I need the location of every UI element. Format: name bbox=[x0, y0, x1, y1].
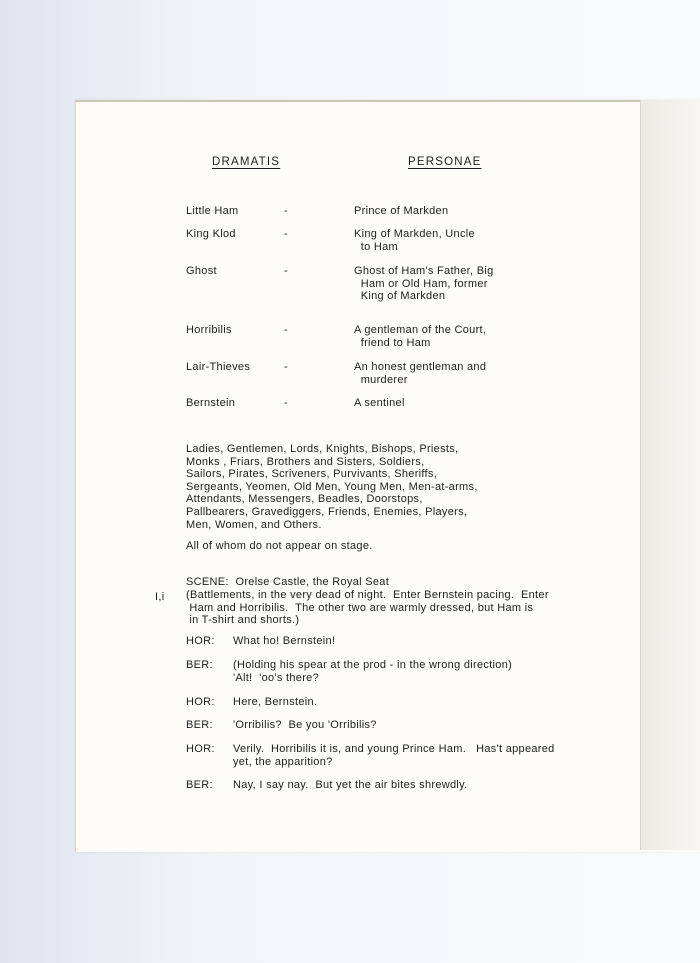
character-dash: - bbox=[284, 205, 288, 217]
extras-paragraph: Ladies, Gentlemen, Lords, Knights, Bishops, Priests, Monks , Friars, Brothers and Sisters, Soldiers, Sailors, Pirates, Scriveners, Purvivants, Sheriffs, Sergeants, Yeomen, Old Men, Young Men, Men-at-arms, Attendants, Messengers, Beadles, Doorstops, Pallbearers, Gravediggers, Friends, Enemies, Players, Men, Women, and Others. bbox=[186, 443, 478, 531]
character-dash: - bbox=[284, 361, 288, 373]
next-page-edge bbox=[640, 100, 700, 850]
not-on-stage-note: All of whom do not appear on stage. bbox=[186, 540, 373, 552]
character-description: King of Markden, Uncle to Ham bbox=[354, 228, 475, 253]
speaker: HOR: bbox=[186, 696, 215, 708]
character-name: Bernstein bbox=[186, 397, 236, 409]
dialogue-line: Nay, I say nay. But yet the air bites shrewdly. bbox=[233, 779, 468, 791]
character-name: Ghost bbox=[186, 265, 217, 277]
act-scene-marker: I,i bbox=[155, 591, 165, 603]
character-description: An honest gentleman and murderer bbox=[354, 361, 487, 386]
speaker: BER: bbox=[186, 659, 213, 671]
character-name: Horribilis bbox=[186, 324, 232, 336]
stage-direction: (Battlements, in the very dead of night. Enter Bernstein pacing. Enter Ham and Horribilis. The other two are warmly dressed, but Ham is in T-shirt and shorts.) bbox=[186, 589, 549, 627]
character-dash: - bbox=[284, 397, 288, 409]
character-description: Prince of Markden bbox=[354, 205, 449, 217]
dialogue-line: Here, Bernstein. bbox=[233, 696, 318, 708]
speaker: BER: bbox=[186, 719, 213, 731]
heading-personae: PERSONAE bbox=[408, 156, 482, 168]
dialogue-line: Verily. Horribilis it is, and young Prince Ham. Has't appeared yet, the apparition? bbox=[233, 743, 555, 768]
speaker: HOR: bbox=[186, 635, 215, 647]
character-description: A gentleman of the Court, friend to Ham bbox=[354, 324, 487, 349]
character-description: A sentinel bbox=[354, 397, 405, 409]
dialogue-line: What ho! Bernstein! bbox=[233, 635, 336, 647]
character-name: Little Ham bbox=[186, 205, 239, 217]
character-dash: - bbox=[284, 228, 288, 240]
dialogue-line: (Holding his spear at the prod - in the wrong direction) 'Alt! 'oo's there? bbox=[233, 659, 513, 684]
scene-heading: SCENE: Orelse Castle, the Royal Seat bbox=[186, 576, 390, 588]
speaker: BER: bbox=[186, 779, 213, 791]
character-name: Lair-Thieves bbox=[186, 361, 251, 373]
character-dash: - bbox=[284, 324, 288, 336]
character-description: Ghost of Ham's Father, Big Ham or Old Ham, former King of Markden bbox=[354, 265, 494, 303]
speaker: HOR: bbox=[186, 743, 215, 755]
heading-dramatis: DRAMATIS bbox=[212, 156, 281, 168]
character-dash: - bbox=[284, 265, 288, 277]
dialogue-line: 'Orribilis? Be you 'Orribilis? bbox=[233, 719, 377, 731]
character-name: King Klod bbox=[186, 228, 236, 240]
